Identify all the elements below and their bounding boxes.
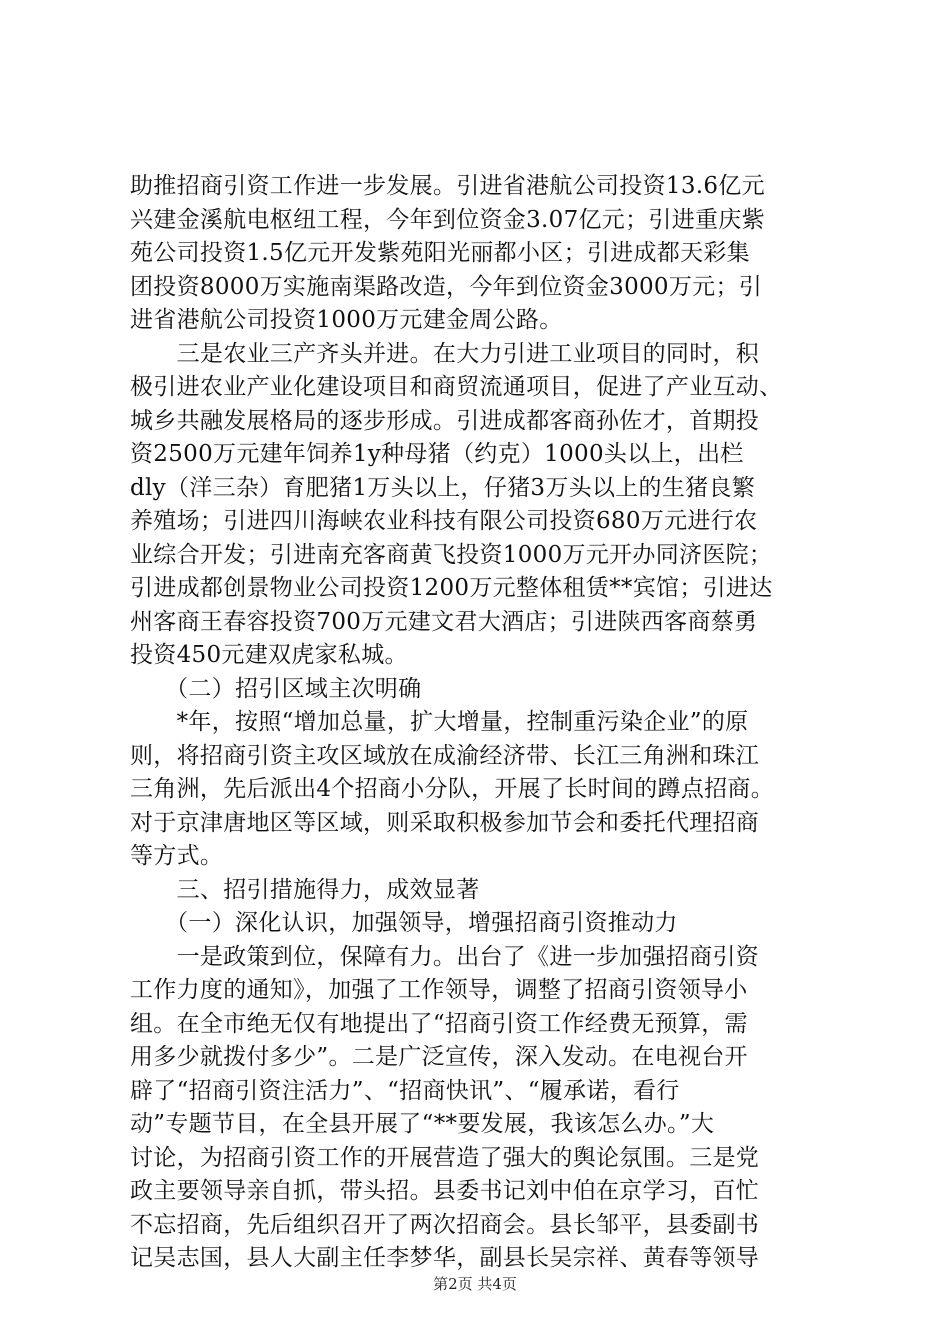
text-line: 工作力度的通知》，加强了工作领导，调整了招商引资领导小 <box>130 977 748 1003</box>
text-line: 苑公司投资1.5亿元开发紫苑阳光丽都小区；引进成都天彩集 <box>130 240 750 266</box>
text-line: 三是农业三产齐头并进。在大力引进工业项目的同时，积 <box>130 340 760 367</box>
text-line: 讨论，为招商引资工作的开展营造了强大的舆论氛围。三是党 <box>130 1144 760 1171</box>
text-line: 业综合开发；引进南充客商黄飞投资1000万元开办同济医院； <box>130 541 773 568</box>
text-line: 动”专题节目，在全县开展了“**要发展，我该怎么办。”大 <box>130 1111 715 1137</box>
text-line: 不忘招商，先后组织召开了两次招商会。县长邹平，县委副书 <box>130 1211 760 1238</box>
section-heading: 三、招引措施得力，成效显著 <box>130 876 480 903</box>
text-line: 用多少就拨付多少”。二是广泛宣传，深入发动。在电视台开 <box>130 1044 748 1070</box>
text-line: 则，将招商引资主攻区域放在成渝经济带、长江三角洲和珠江 <box>130 742 760 769</box>
text-line: 一是政策到位，保障有力。出台了《进一步加强招商引资 <box>130 943 760 970</box>
text-line: 三角洲，先后派出4个招商小分队，开展了长时间的蹲点招商。 <box>130 776 775 802</box>
text-line: 记吴志国，县人大副主任李梦华，副县长吴宗祥、黄春等领导 <box>130 1245 760 1271</box>
text-line: 州客商王春容投资700万元建文君大酒店；引进陕西客商蔡勇 <box>130 608 758 635</box>
text-line: 城乡共融发展格局的逐步形成。引进成都客商孙佐才，首期投 <box>130 407 760 434</box>
text-line: *年，按照“增加总量，扩大增量，控制重污染企业”的原 <box>130 709 749 735</box>
section-heading: （二）招引区域主次明确 <box>130 675 422 702</box>
text-line: 兴建金溪航电枢纽工程，今年到位资金3.07亿元；引进重庆紫 <box>130 206 765 233</box>
text-line: 极引进农业产业化建设项目和商贸流通项目，促进了产业互动、 <box>130 374 783 400</box>
text-line: 资2500万元建年饲养1y种母猪（约克）1000头以上，出栏 <box>130 441 744 467</box>
page-number: 第2页 共4页 <box>433 1275 517 1293</box>
text-line: 团投资8000万实施南渠路改造，今年到位资金3000万元；引 <box>130 273 763 300</box>
body-text <box>130 170 830 1276</box>
text-line: 辟了“招商引资注活力”、“招商快讯”、“履承诺，看行 <box>130 1077 680 1104</box>
text-line: 投资450元建双虎家私城。 <box>130 642 408 668</box>
text-line: dly（洋三杂）育肥猪1万头以上，仔猪3万头以上的生猪良繁 <box>130 474 756 501</box>
text-line: 助推招商引资工作进一步发展。引进省港航公司投资13.6亿元 <box>130 173 765 199</box>
text-line: 政主要领导亲自抓，带头招。县委书记刘中伯在京学习，百忙 <box>130 1178 760 1204</box>
text-line: 进省港航公司投资1000万元建金周公路。 <box>130 307 563 333</box>
text-line: 等方式。 <box>130 843 224 869</box>
text-line: 对于京津唐地区等区域，则采取积极参加节会和委托代理招商 <box>130 809 760 836</box>
section-heading: （一）深化认识，加强领导，增强招商引资推动力 <box>130 910 678 936</box>
text-line: 养殖场；引进四川海峡农业科技有限公司投资680万元进行农 <box>130 508 758 534</box>
text-line: 引进成都创景物业公司投资1200万元整体租赁**宾馆；引进达 <box>130 575 773 601</box>
text-line: 组。在全市绝无仅有地提出了“招商引资工作经费无预算，需 <box>130 1010 748 1037</box>
page-footer <box>0 1273 950 1294</box>
